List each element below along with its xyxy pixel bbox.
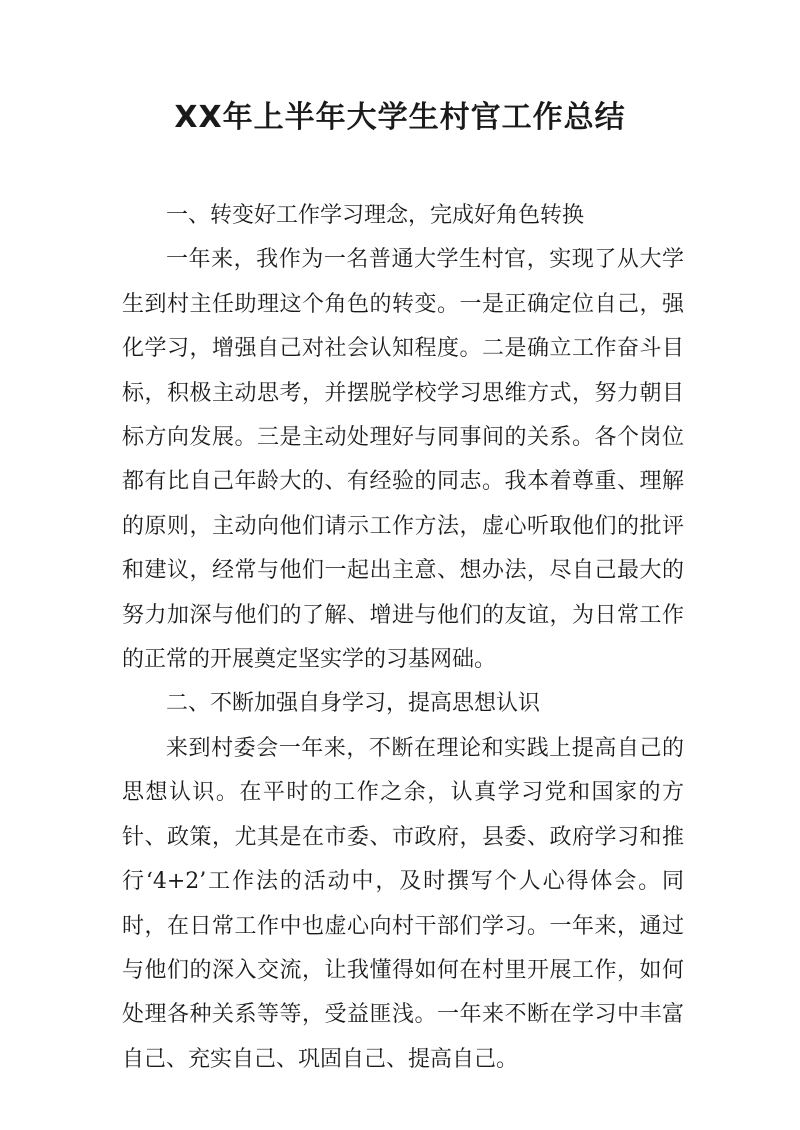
document-body: [122, 194, 684, 1082]
paragraph-1: 一年来，我作为一名普通大学生村官，实现了从大学生到村主任助理这个角色的转变。一是正确定位自己，强化学习，增强自己对社会认知程度。二是确立工作奋斗目标，积极主动思考，并摆脱学校学习思维方式，努力朝目标方向发展。三是主动处理好与同事间的关系。各个岗位都有比自己年龄大的、有经验的同志。我本着尊重、理解的原则，主动向他们请示工作方法，虚心听取他们的批评和建议，经常与他们一起出主意、想办法，尽自己最大的努力加深与他们的了解、增进与他们的友谊，为日常工作的正常的开展奠定坚实学的习基网础。: [122, 247, 684, 673]
document-title: XX年上半年大学生村官工作总结: [174, 100, 626, 135]
paragraph-2: 来到村委会一年来，不断在理论和实践上提高自己的思想认识。在平时的工作之余，认真学习党和国家的方针、政策，尤其是在市委、市政府，县委、政府学习和推行‘4+2’工作法的活动中，及时撰写个人心得体会。同时，在日常工作中也虚心向村干部们学习。一年来，通过与他们的深入交流，让我懂得如何在村里开展工作，如何处理各种关系等等，受益匪浅。一年来不断在学习中丰富自己、充实自己、巩固自己、提高自己。: [122, 735, 684, 1072]
section-heading-2: 二、不断加强自身学习，提高思想认识: [166, 691, 541, 717]
section-heading-1: 一、转变好工作学习理念，完成好角色转换: [166, 203, 585, 228]
